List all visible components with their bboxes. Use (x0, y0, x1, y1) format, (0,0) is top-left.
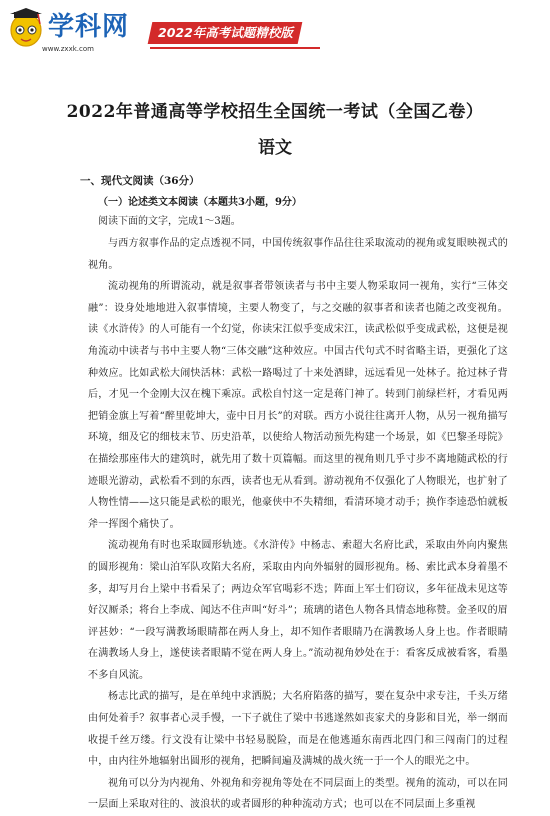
subject-title: 语文 (258, 138, 292, 158)
reading-instruction: 阅读下面的文字，完成1～3题。 (98, 216, 241, 227)
edition-banner (148, 22, 303, 44)
logo-text: 学科网 (48, 12, 130, 42)
logo-mascot-icon (8, 6, 46, 50)
paragraph: 杨志比武的描写，是在单纯中求洒脱；大名府陷落的描写，要在复杂中求专注，千头万绪由何处着手？叙事者心灵手慢，一下子就住了梁中书逃遂然如丧家犬的身影和目光，举一纲而收提千丝万缕。行文没有让梁中书轻易脱险，而是在他逃遁东南西北四门和三闯南门的过程中，由内往外地辐射出圆形的视角，把瞬间遍及满城的战火统一于一个人的眼光之中。 (88, 691, 508, 768)
paragraph: 流动视角有时也采取圆形轨迹。《水浒传》中杨志、索超大名府比武，采取由外向内聚焦的圆形视角：梁山泊军队攻陷大名府，采取由内向外辐射的圆形视角。杨、索比武本身着墨不多，却写月台上梁中书看呆了；两边众军官喝彩不迭；阵面上军士们窃议，多年征战未见这等好汉厮杀；将台上李成、闻达不住声叫“好斗”；琉璃的诸色人物各具情态地称赞。金圣叹的眉评甚妙：“一段写满教场眼睛都在两人身上，却不知作者眼睛乃在满教场人身上也。作者眼睛在满教场人身上，遂使读者眼睛不觉在两人身上。”流动视角妙处在于：看客反成被看客，看墨不多自风流。 (88, 540, 508, 681)
header (8, 6, 338, 66)
banner-underline (150, 47, 320, 49)
edition-banner-text: 2022年高考试题精校版 (157, 25, 293, 40)
paragraph: 与西方叙事作品的定点透视不同，中国传统叙事作品往往采取流动的视角或复眼映视式的视角。 (88, 238, 508, 271)
subsection-heading: （一）论述类文本阅读（本题共3小题，9分） (98, 197, 302, 208)
logo-url: www.zxxk.com (42, 45, 94, 53)
document-body (80, 173, 508, 816)
paragraph: 视角可以分为内视角、外视角和旁视角等处在不同层面上的类型。视角的流动，可以在同一层面上采取对往的、波浪状的或者圆形的种种流动方式；也可以在不同层面上多重视 (88, 777, 508, 811)
section-heading: 一、现代文阅读（36分） (80, 175, 200, 187)
paragraph: 流动视角的所谓流动，就是叙事者带领读者与书中主要人物采取同一视角，实行“三体交融”：设身处地地进入叙事情境，主要人物变了，与之交融的叙事者和读者也随之改变视角。读《水浒传》的人可能有一个幻觉，你读宋江似乎变成宋江，读武松似乎变成武松，这便是视角流动中读者与书中主要人物“三体交融”这种效应。中国古代句式不时省略主语，更强化了这种效应。比如武松大闹快活林：武松一路喝过了十来处酒肆，远远看见一处林子。抢过林子背后，才见一个金刚大汉在槐下乘凉。武松自忖这一定是蒋门神了。转到门前绿栏杆，才看见两把销金旗上写着“醉里乾坤大，壶中日月长”的对联。西方小说往往离开人物，从另一视角描写环境，细及它的细枝末节、历史沿革，以使给人物活动预先构建一个场景，如《巴黎圣母院》在描绘那座伟大的建筑时，就先用了数十页篇幅。而这里的视角则几乎寸步不离地随武松的行迹眼光游动，武松看不到的东西，读者也无从看到。游动视角不仅强化了人物眼光，也扩射了人物性情——这只能是武松的眼光，他豪侠中不失精细，看清环境才动手；换作李逵恐怕就板斧一挥图个痛快了。 (88, 281, 508, 530)
exam-title: 2022年普通高等学校招生全国统一考试（全国乙卷） (66, 102, 484, 122)
